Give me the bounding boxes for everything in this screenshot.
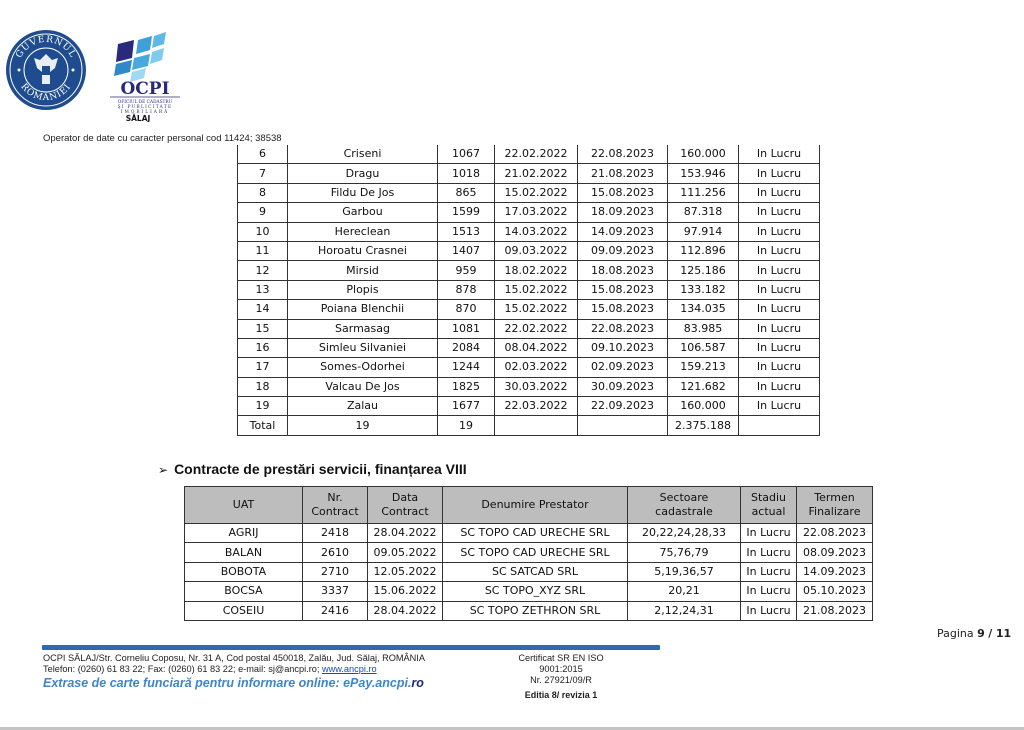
- header-contract-number: [303, 487, 368, 524]
- cadastral-sectors-cell: 20,22,24,28,33: [628, 524, 741, 543]
- row-number-cell: 18: [238, 377, 288, 396]
- footer-contact-text: Telefon: (0260) 61 83 22; Fax: (0260) 61 83 22; e-mail: sj@ancpi.ro;: [43, 664, 322, 674]
- table-row: [185, 543, 873, 562]
- header-contract-number-line: Nr.: [327, 491, 343, 504]
- status-cell: In Lucru: [739, 280, 820, 299]
- amount-cell: 133.182: [668, 280, 739, 299]
- header-deadline: [797, 487, 873, 524]
- row-number-cell: 10: [238, 222, 288, 241]
- contracts-table-body: [185, 524, 873, 621]
- bullet-arrow-icon: ➢: [158, 463, 169, 477]
- uat-cell: AGRIJ: [185, 524, 303, 543]
- page-number: [937, 627, 1011, 640]
- amount-cell: 159.213: [668, 358, 739, 377]
- total-amount-cell: 2.375.188: [668, 416, 739, 435]
- contract-number-cell: 2710: [303, 562, 368, 581]
- end-date-cell: 09.09.2023: [578, 241, 668, 260]
- end-date-cell: 15.08.2023: [578, 183, 668, 202]
- epay-suffix: ro: [411, 676, 424, 690]
- total-contract-number-cell: 19: [438, 416, 495, 435]
- end-date-cell: 30.09.2023: [578, 377, 668, 396]
- table-row: [185, 601, 873, 620]
- uat-cell: BOBOTA: [185, 562, 303, 581]
- cadastral-sectors-cell: 20,21: [628, 582, 741, 601]
- status-cell: In Lucru: [739, 241, 820, 260]
- amount-cell: 97.914: [668, 222, 739, 241]
- row-number-cell: 13: [238, 280, 288, 299]
- start-date-cell: 18.02.2022: [495, 261, 578, 280]
- current-stage-cell: In Lucru: [741, 562, 797, 581]
- total-end-date-cell: [578, 416, 668, 435]
- header-contract-number-line: Contract: [311, 505, 359, 518]
- start-date-cell: 17.03.2022: [495, 203, 578, 222]
- page-separator: /: [988, 627, 993, 640]
- uat-name-cell: Criseni: [288, 145, 438, 164]
- uat-name-cell: Hereclean: [288, 222, 438, 241]
- uat-name-cell: Plopis: [288, 280, 438, 299]
- end-date-cell: 18.08.2023: [578, 261, 668, 280]
- row-number-cell: 8: [238, 183, 288, 202]
- uat-name-cell: Mirsid: [288, 261, 438, 280]
- contract-date-cell: 28.04.2022: [368, 601, 443, 620]
- table-row: [238, 397, 820, 416]
- uat-cell: BOCSA: [185, 582, 303, 601]
- certificate-text: Certificat SR EN ISO 9001:2015: [518, 653, 604, 674]
- start-date-cell: 30.03.2022: [495, 377, 578, 396]
- provider-name-cell: SC TOPO CAD URECHE SRL: [443, 524, 628, 543]
- header-contract-date-line: Contract: [381, 505, 429, 518]
- svg-text:IMOBILIARĂ: IMOBILIARĂ: [120, 110, 170, 115]
- header-deadline-line: Termen: [814, 491, 855, 504]
- end-date-cell: 22.09.2023: [578, 397, 668, 416]
- start-date-cell: 14.03.2022: [495, 222, 578, 241]
- page-label: Pagina: [937, 627, 974, 640]
- row-number-cell: 11: [238, 241, 288, 260]
- provider-name-cell: SC SATCAD SRL: [443, 562, 628, 581]
- contract-number-cell: 1825: [438, 377, 495, 396]
- certificate-number: Nr. 27921/09/R: [530, 675, 592, 685]
- website-link[interactable]: www.ancpi.ro: [321, 664, 377, 674]
- total-row-number-cell: Total: [238, 416, 288, 435]
- table-row: [238, 300, 820, 319]
- end-date-cell: 15.08.2023: [578, 280, 668, 299]
- start-date-cell: 02.03.2022: [495, 358, 578, 377]
- contract-number-cell: 1018: [438, 164, 495, 183]
- footer-phone-line: [43, 664, 425, 675]
- contracts-table-header: [185, 487, 873, 524]
- start-date-cell: 22.02.2022: [495, 319, 578, 338]
- section-title-text: Contracte de prestări servicii, finanțarea VIII: [174, 461, 467, 477]
- header-cadastral-sectors: [628, 487, 741, 524]
- epay-text: Extrase de carte funciară pentru informare online: ePay.ancpi.: [43, 676, 412, 690]
- contracts-table: [184, 486, 873, 621]
- uat-name-cell: Garbou: [288, 203, 438, 222]
- row-number-cell: 19: [238, 397, 288, 416]
- header-current-stage-line: Stadiu: [750, 491, 787, 504]
- end-date-cell: 18.09.2023: [578, 203, 668, 222]
- uat-name-cell: Valcau De Jos: [288, 377, 438, 396]
- uat-name-cell: Fildu De Jos: [288, 183, 438, 202]
- svg-text:ŞI PUBLICITATE: ŞI PUBLICITATE: [117, 105, 173, 110]
- deadline-cell: 22.08.2023: [797, 524, 873, 543]
- section-title: [158, 461, 467, 477]
- contract-date-cell: 09.05.2022: [368, 543, 443, 562]
- table-row: [185, 582, 873, 601]
- amount-cell: 106.587: [668, 338, 739, 357]
- contract-number-cell: 1067: [438, 145, 495, 164]
- current-stage-cell: In Lucru: [741, 601, 797, 620]
- total-start-date-cell: [495, 416, 578, 435]
- uat-name-cell: Poiana Blenchii: [288, 300, 438, 319]
- status-cell: In Lucru: [739, 300, 820, 319]
- contract-number-cell: 1244: [438, 358, 495, 377]
- uat-name-cell: Somes-Odorhei: [288, 358, 438, 377]
- start-date-cell: 08.04.2022: [495, 338, 578, 357]
- start-date-cell: 22.02.2022: [495, 145, 578, 164]
- uat-cell: COSEIU: [185, 601, 303, 620]
- contract-number-cell: 1677: [438, 397, 495, 416]
- header-current-stage: [741, 487, 797, 524]
- end-date-cell: 02.09.2023: [578, 358, 668, 377]
- header-uat-line: UAT: [232, 498, 255, 511]
- row-number-cell: 14: [238, 300, 288, 319]
- amount-cell: 111.256: [668, 183, 739, 202]
- start-date-cell: 21.02.2022: [495, 164, 578, 183]
- footer-contact: [43, 653, 425, 675]
- epay-banner: [43, 676, 424, 690]
- table-row: [185, 562, 873, 581]
- end-date-cell: 09.10.2023: [578, 338, 668, 357]
- amount-cell: 121.682: [668, 377, 739, 396]
- deadline-cell: 08.09.2023: [797, 543, 873, 562]
- contract-number-cell: 1081: [438, 319, 495, 338]
- contract-date-cell: 12.05.2022: [368, 562, 443, 581]
- edition-text: Editia 8/ revizia 1: [524, 690, 598, 700]
- page-total: 11: [995, 627, 1012, 640]
- contract-number-cell: 2416: [303, 601, 368, 620]
- total-status-cell: [739, 416, 820, 435]
- ocpi-logo: [104, 30, 186, 122]
- cadastral-sectors-cell: 2,12,24,31: [628, 601, 741, 620]
- amount-cell: 160.000: [668, 145, 739, 164]
- header-contract-date: [368, 487, 443, 524]
- svg-text:ROMÂNIEI: ROMÂNIEI: [18, 81, 74, 104]
- table-row: [238, 222, 820, 241]
- table-row: [238, 319, 820, 338]
- contract-date-cell: 15.06.2022: [368, 582, 443, 601]
- start-date-cell: 15.02.2022: [495, 280, 578, 299]
- svg-text:GUVERNUL: GUVERNUL: [14, 34, 78, 60]
- uat-cell: BALAN: [185, 543, 303, 562]
- header-cadastral-sectors-line: cadastrale: [655, 505, 713, 518]
- amount-cell: 83.985: [668, 319, 739, 338]
- table-row: [238, 261, 820, 280]
- row-number-cell: 7: [238, 164, 288, 183]
- current-stage-cell: In Lucru: [741, 543, 797, 562]
- current-stage-cell: In Lucru: [741, 524, 797, 543]
- total-uat-name-cell: 19: [288, 416, 438, 435]
- current-stage-cell: In Lucru: [741, 582, 797, 601]
- amount-cell: 153.946: [668, 164, 739, 183]
- uat-name-cell: Zalau: [288, 397, 438, 416]
- row-number-cell: 6: [238, 145, 288, 164]
- start-date-cell: 22.03.2022: [495, 397, 578, 416]
- table-row: [238, 145, 820, 164]
- status-cell: In Lucru: [739, 319, 820, 338]
- government-logo: [4, 28, 88, 112]
- amount-cell: 87.318: [668, 203, 739, 222]
- table-row: [238, 203, 820, 222]
- uat-name-cell: Sarmasag: [288, 319, 438, 338]
- header-provider-name: [443, 487, 628, 524]
- amount-cell: 125.186: [668, 261, 739, 280]
- start-date-cell: 15.02.2022: [495, 300, 578, 319]
- end-date-cell: 14.09.2023: [578, 222, 668, 241]
- deadline-cell: 14.09.2023: [797, 562, 873, 581]
- table-row: [185, 524, 873, 543]
- amount-cell: 160.000: [668, 397, 739, 416]
- total-row: [238, 416, 820, 435]
- uat-table: [237, 145, 820, 436]
- operator-notice: Operator de date cu caracter personal cod 11424; 38538: [43, 133, 282, 144]
- contract-number-cell: 1599: [438, 203, 495, 222]
- contract-number-cell: 1407: [438, 241, 495, 260]
- svg-text:SĂLAJ: SĂLAJ: [125, 114, 151, 122]
- status-cell: In Lucru: [739, 203, 820, 222]
- footer-divider: [42, 645, 660, 650]
- contract-number-cell: 1513: [438, 222, 495, 241]
- amount-cell: 134.035: [668, 300, 739, 319]
- end-date-cell: 22.08.2023: [578, 319, 668, 338]
- contract-number-cell: 2610: [303, 543, 368, 562]
- status-cell: In Lucru: [739, 377, 820, 396]
- row-number-cell: 16: [238, 338, 288, 357]
- deadline-cell: 05.10.2023: [797, 582, 873, 601]
- status-cell: In Lucru: [739, 145, 820, 164]
- row-number-cell: 12: [238, 261, 288, 280]
- page-current: 9: [977, 627, 985, 640]
- cadastral-sectors-cell: 75,76,79: [628, 543, 741, 562]
- table-row: [238, 358, 820, 377]
- table-row: [238, 183, 820, 202]
- status-cell: In Lucru: [739, 397, 820, 416]
- header-contract-date-line: Data: [391, 491, 419, 504]
- contract-number-cell: 878: [438, 280, 495, 299]
- cadastral-sectors-cell: 5,19,36,57: [628, 562, 741, 581]
- uat-name-cell: Horoatu Crasnei: [288, 241, 438, 260]
- row-number-cell: 9: [238, 203, 288, 222]
- end-date-cell: 21.08.2023: [578, 164, 668, 183]
- table-row: [238, 280, 820, 299]
- contract-number-cell: 865: [438, 183, 495, 202]
- header-current-stage-line: actual: [751, 505, 786, 518]
- status-cell: In Lucru: [739, 164, 820, 183]
- row-number-cell: 17: [238, 358, 288, 377]
- contract-number-cell: 3337: [303, 582, 368, 601]
- contract-number-cell: 870: [438, 300, 495, 319]
- contract-number-cell: 2418: [303, 524, 368, 543]
- status-cell: In Lucru: [739, 338, 820, 357]
- header-cadastral-sectors-line: Sectoare: [659, 491, 709, 504]
- status-cell: In Lucru: [739, 183, 820, 202]
- contract-number-cell: 2084: [438, 338, 495, 357]
- header-provider-name-line: Denumire Prestator: [481, 498, 589, 511]
- row-number-cell: 15: [238, 319, 288, 338]
- table-row: [238, 377, 820, 396]
- header-deadline-line: Finalizare: [808, 505, 861, 518]
- status-cell: In Lucru: [739, 358, 820, 377]
- end-date-cell: 15.08.2023: [578, 300, 668, 319]
- table-row: [238, 338, 820, 357]
- start-date-cell: 15.02.2022: [495, 183, 578, 202]
- table-row: [238, 241, 820, 260]
- contract-number-cell: 959: [438, 261, 495, 280]
- footer-address: OCPI SĂLAJ/Str. Corneliu Coposu, Nr. 31 A, Cod postal 450018, Zalău, Jud. Sălaj, ROMÂNIA: [43, 653, 425, 663]
- uat-name-cell: Simleu Silvaniei: [288, 338, 438, 357]
- uat-table-body: [238, 145, 820, 435]
- provider-name-cell: SC TOPO_XYZ SRL: [443, 582, 628, 601]
- provider-name-cell: SC TOPO ZETHRON SRL: [443, 601, 628, 620]
- status-cell: In Lucru: [739, 261, 820, 280]
- svg-text:OCPI: OCPI: [120, 79, 170, 99]
- status-cell: In Lucru: [739, 222, 820, 241]
- uat-name-cell: Dragu: [288, 164, 438, 183]
- deadline-cell: 21.08.2023: [797, 601, 873, 620]
- provider-name-cell: SC TOPO CAD URECHE SRL: [443, 543, 628, 562]
- table-row: [238, 164, 820, 183]
- footer-certification: [496, 653, 626, 701]
- start-date-cell: 09.03.2022: [495, 241, 578, 260]
- contract-date-cell: 28.04.2022: [368, 524, 443, 543]
- header-uat: [185, 487, 303, 524]
- amount-cell: 112.896: [668, 241, 739, 260]
- end-date-cell: 22.08.2023: [578, 145, 668, 164]
- svg-text:OFICIUL DE CADASTRU: OFICIUL DE CADASTRU: [117, 100, 173, 105]
